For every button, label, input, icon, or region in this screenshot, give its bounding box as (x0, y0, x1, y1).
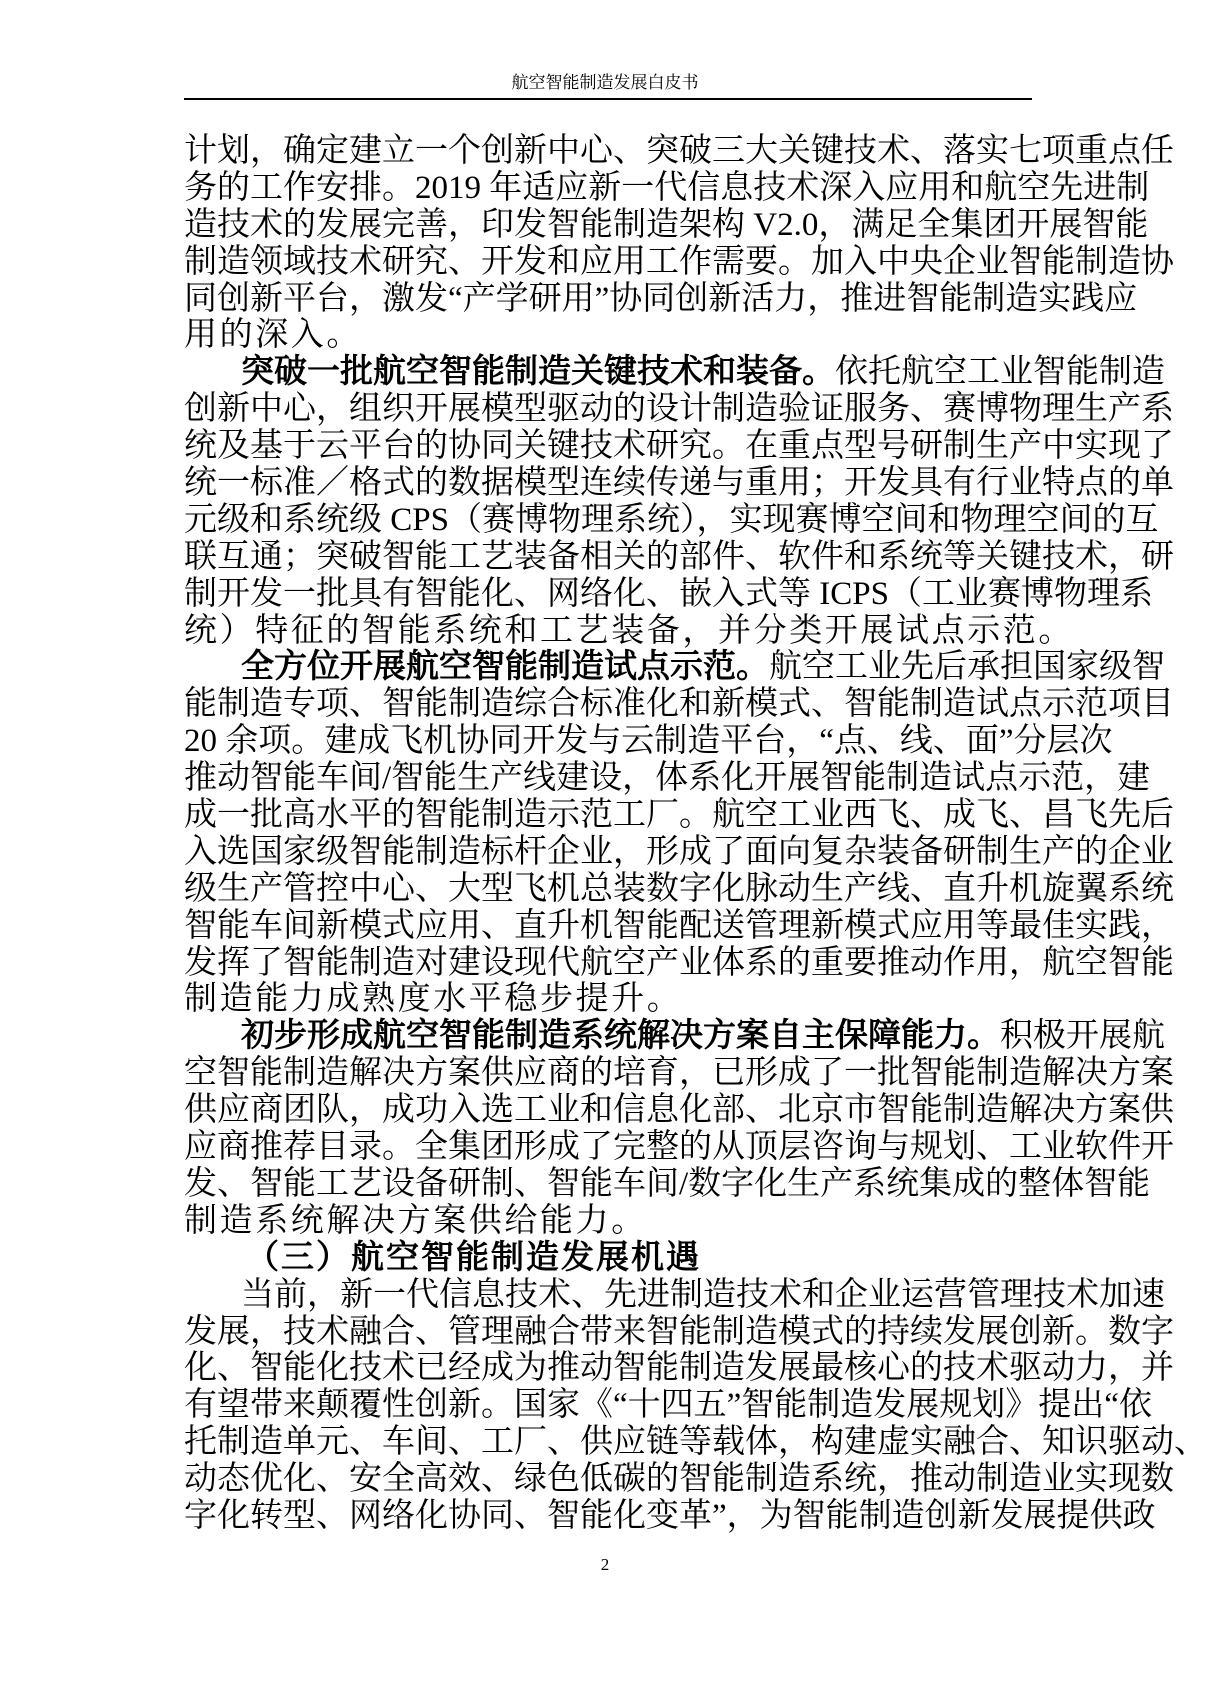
document-body (184, 133, 1207, 1535)
text-line: 发展，技术融合、管理融合带来智能制造模式的持续发展创新。数字 (184, 1313, 1174, 1350)
text-line: 制造能力成熟度水平稳步提升。 (184, 981, 683, 1018)
paragraph-3 (184, 649, 1174, 1018)
header-rule (184, 98, 1032, 100)
bold-lead: 突破一批航空智能制造关键技术和装备。 (241, 354, 835, 391)
text-line: 应商推荐目录。全集团形成了完整的从顶层咨询与规划、工业软件开 (184, 1129, 1174, 1166)
paragraph-5 (184, 1276, 1207, 1535)
text-line: 统及基于云平台的协同关键技术研究。在重点型号研制生产中实现了 (184, 428, 1174, 465)
text-line: 发挥了智能制造对建设现代航空产业体系的重要推动作用，航空智能 (184, 944, 1174, 981)
section-heading: （三）航空智能制造发展机遇 (246, 1239, 701, 1276)
text-line: 字化转型、网络化协同、智能化变革”，为智能制造创新发展提供政 (184, 1497, 1156, 1534)
text-line: 智能车间新模式应用、直升机智能配送管理新模式应用等最佳实践， (184, 907, 1174, 944)
text-run: 航空工业先后承担国家级智 (769, 649, 1165, 686)
text-line: 化、智能化技术已经成为推动智能制造发展最核心的技术驱动力，并 (184, 1350, 1174, 1387)
text-line: 务的工作安排。2019 年适应新一代信息技术深入应用和航空先进制 (184, 169, 1150, 206)
text-line: 当前，新一代信息技术、先进制造技术和企业运营管理技术加速 (241, 1276, 1165, 1313)
paragraph-4 (184, 1018, 1174, 1239)
text-line: 推动智能车间/智能生产线建设，体系化开展智能制造试点示范，建 (184, 760, 1151, 797)
text-line: 入选国家级智能制造标杆企业，形成了面向复杂装备研制生产的企业 (184, 833, 1174, 870)
text-line: 供应商团队，成功入选工业和信息化部、北京市智能制造解决方案供 (184, 1092, 1174, 1129)
text-line: 成一批高水平的智能制造示范工厂。航空工业西飞、成飞、昌飞先后 (184, 797, 1174, 834)
text-line (184, 649, 1165, 686)
text-line: 元级和系统级 CPS（赛博物理系统），实现赛博空间和物理空间的互 (184, 501, 1159, 538)
text-line: 有望带来颠覆性创新。国家《“十四五”智能制造发展规划》提出“依 (184, 1387, 1152, 1424)
text-line: 制造系统解决方案供给能力。 (184, 1202, 647, 1239)
text-line: 空智能制造解决方案供应商的培育，已形成了一批智能制造解决方案 (184, 1055, 1174, 1092)
text-line: 发、智能工艺设备研制、智能车间/数字化生产系统集成的整体智能 (184, 1165, 1151, 1202)
page-number: 2 (600, 1555, 610, 1574)
paragraph-2 (184, 354, 1174, 649)
text-line: 托制造单元、车间、工厂、供应链等载体，构建虚实融合、知识驱动、 (184, 1424, 1207, 1461)
bold-lead: 全方位开展航空智能制造试点示范。 (241, 649, 769, 686)
text-line: 同创新平台，激发“产学研用”协同创新活力，推进智能制造实践应 (184, 280, 1138, 317)
text-line: 造技术的发展完善，印发智能制造架构 V2.0，满足全集团开展智能 (184, 206, 1149, 243)
paragraph-1 (184, 133, 1174, 354)
text-line: 能制造专项、智能制造综合标准化和新模式、智能制造试点示范项目 (184, 686, 1174, 723)
text-line: 创新中心，组织开展模型驱动的设计制造验证服务、赛博物理生产系 (184, 391, 1174, 428)
bold-lead: 初步形成航空智能制造系统解决方案自主保障能力。 (241, 1018, 1000, 1055)
text-run: 依托航空工业智能制造 (835, 354, 1165, 391)
text-line: 计划，确定建立一个创新中心、突破三大关键技术、落实七项重点任 (184, 133, 1174, 169)
text-line: 制造领域技术研究、开发和应用工作需要。加入中央企业智能制造协 (184, 243, 1174, 280)
text-line: 统）特征的智能系统和工艺装备，并分类开展试点示范。 (184, 612, 1074, 649)
text-run: 积极开展航 (1000, 1018, 1165, 1055)
text-line (184, 354, 1165, 391)
text-line: 用的深入。 (184, 317, 362, 354)
running-header: 航空智能制造发展白皮书 (511, 73, 699, 92)
text-line (184, 1018, 1165, 1055)
text-line: 制开发一批具有智能化、网络化、嵌入式等 ICPS（工业赛博物理系 (184, 575, 1153, 612)
text-line: 20 余项。建成飞机协同开发与云制造平台，“点、线、面”分层次 (184, 723, 1113, 760)
text-line: 动态优化、安全高效、绿色低碳的智能制造系统，推动制造业实现数 (184, 1461, 1174, 1498)
text-line: 联互通；突破智能工艺装备相关的部件、软件和系统等关键技术，研 (184, 538, 1174, 575)
text-line: 统一标准／格式的数据模型连续传递与重用；开发具有行业特点的单 (184, 465, 1174, 502)
text-line: 级生产管控中心、大型飞机总装数字化脉动生产线、直升机旋翼系统 (184, 870, 1174, 907)
